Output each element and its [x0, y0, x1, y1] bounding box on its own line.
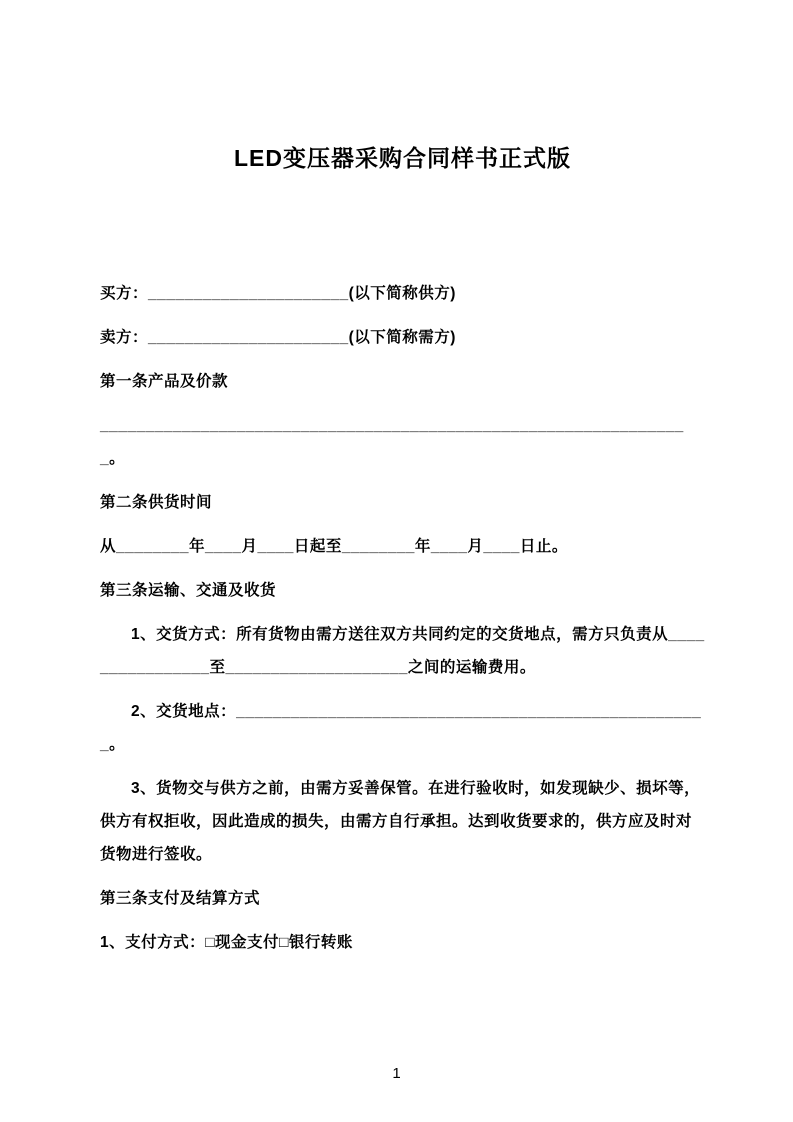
seller-line: 卖方：______________________(以下简称需方) [100, 329, 456, 346]
section3-heading: 第三条运输、交通及收货 [100, 582, 277, 599]
section1-heading: 第一条产品及价款 [100, 373, 229, 390]
page-number: 1 [392, 1065, 401, 1082]
section1-blank-line: _________________________________________________________________。 [100, 417, 684, 467]
section2-supply-period-line: 从________年____月____日起至________年____月____日止。 [100, 538, 568, 555]
buyer-line: 买方：______________________(以下简称供方) [100, 285, 456, 302]
section4-item1-payment-method: 1、支付方式：□现金支付□银行转账 [100, 934, 353, 951]
section3-item1-delivery-method: 1、交货方式：所有货物由需方送往双方共同约定的交货地点，需方只负责从________________至____________________之间的运输费用。 [100, 626, 705, 676]
section2-heading: 第二条供货时间 [100, 494, 213, 511]
section3-item3-goods-care: 3、货物交与供方之前，由需方妥善保管。在进行验收时，如发现缺少、损坏等，供方有权拒收，因此造成的损失，由需方自行承担。达到收货要求的，供方应及时对货物进行签收。 [100, 780, 701, 863]
section3-item2-delivery-place: 2、交货地点：____________________________________________________。 [100, 703, 702, 753]
document-title: LED变压器采购合同样书正式版 [234, 145, 571, 171]
section4-heading: 第三条支付及结算方式 [100, 890, 261, 907]
